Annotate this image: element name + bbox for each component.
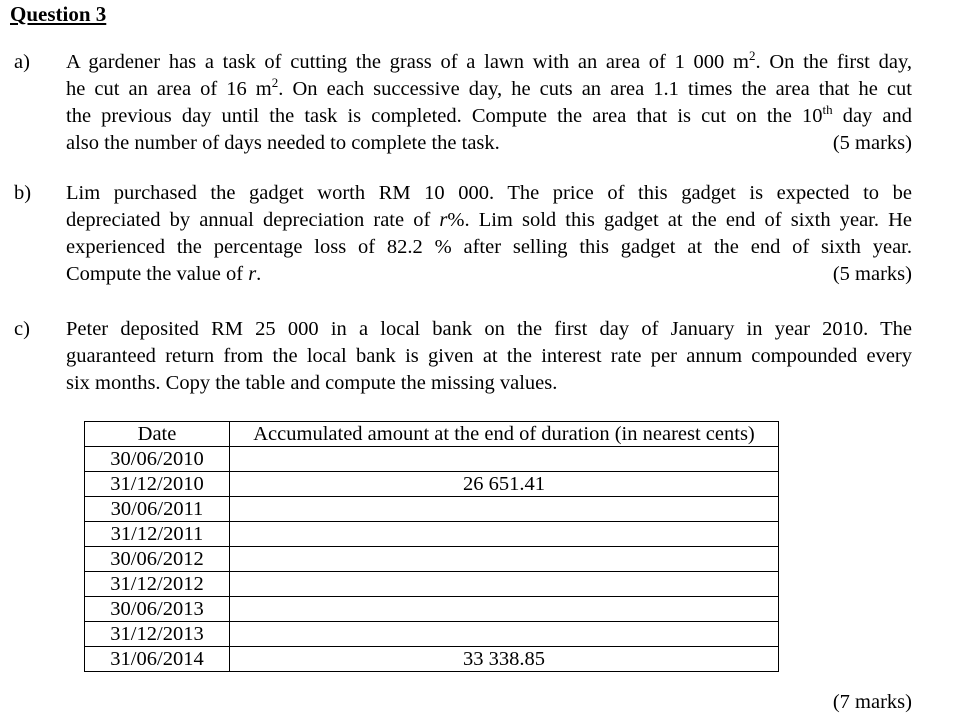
part-a-line: also the number of days needed to complete the task. [66, 132, 500, 154]
row-date: 30/06/2013 [85, 597, 230, 622]
header-date: Date [85, 422, 230, 447]
row-amount [230, 572, 779, 597]
part-a-line: the previous day until the task is completed. Compute the area that is cut on the 10th day and [66, 102, 912, 127]
row-amount [230, 497, 779, 522]
part-a-text [66, 49, 912, 157]
table-row [85, 597, 779, 622]
row-amount: 33 338.85 [230, 647, 779, 672]
part-a-label: a) [14, 51, 30, 73]
part-a-marks: (5 marks) [832, 132, 912, 154]
table-row [85, 647, 779, 672]
part-a-line: he cut an area of 16 $m^2$. On each successive day, he cuts an area 1.1 times the area that he cut [66, 75, 913, 100]
row-amount [230, 522, 779, 547]
table-row [85, 447, 779, 472]
part-c-label: c) [14, 318, 30, 340]
row-date: 31/12/2010 [85, 472, 230, 497]
part-c-line: Peter deposited RM 25 000 in a local bank on the first day of January in year 2010. The [66, 318, 912, 340]
header-amount: Accumulated amount at the end of duration (in nearest cents) [230, 422, 779, 447]
row-date: 31/12/2011 [85, 522, 230, 547]
row-date: 31/12/2013 [85, 622, 230, 647]
row-amount: 26 651.41 [230, 472, 779, 497]
part-c-line: six months. Copy the table and compute the missing values. [66, 372, 558, 394]
table-row [85, 622, 779, 647]
row-date: 31/06/2014 [85, 647, 230, 672]
table-row [85, 572, 779, 597]
row-amount [230, 547, 779, 572]
row-date: 30/06/2011 [85, 497, 230, 522]
part-b-line: Lim purchased the gadget worth RM 10 000. The price of this gadget is expected to be [66, 182, 912, 204]
part-b-text [66, 180, 912, 288]
part-c-line: guaranteed return from the local bank is given at the interest rate per annum compounded every [66, 345, 912, 367]
part-b-line: Compute the value of r. [66, 263, 262, 285]
part-b-label: b) [14, 182, 32, 204]
part-a-line: A gardener has a task of cutting the grass of a lawn with an area of 1 000 $m^2$. On the first day, [66, 48, 912, 73]
table-row [85, 497, 779, 522]
row-amount [230, 622, 779, 647]
row-date: 30/06/2010 [85, 447, 230, 472]
table-row [85, 547, 779, 572]
part-c-text [66, 316, 912, 397]
row-amount [230, 597, 779, 622]
row-amount [230, 447, 779, 472]
accumulated-amount-table [84, 421, 779, 672]
part-b-line: depreciated by annual depreciation rate of r%. Lim sold this gadget at the end of sixth year. He [66, 209, 912, 231]
table-row [85, 472, 779, 497]
row-date: 31/12/2012 [85, 572, 230, 597]
part-c-marks: (7 marks) [832, 691, 912, 713]
part-b-marks: (5 marks) [832, 263, 912, 285]
part-b-line: experienced the percentage loss of 82.2 % after selling this gadget at the end of sixth year. [66, 236, 912, 258]
question-title: Question 3 [10, 2, 107, 26]
table-header-row [85, 422, 779, 447]
row-date: 30/06/2012 [85, 547, 230, 572]
table-row [85, 522, 779, 547]
